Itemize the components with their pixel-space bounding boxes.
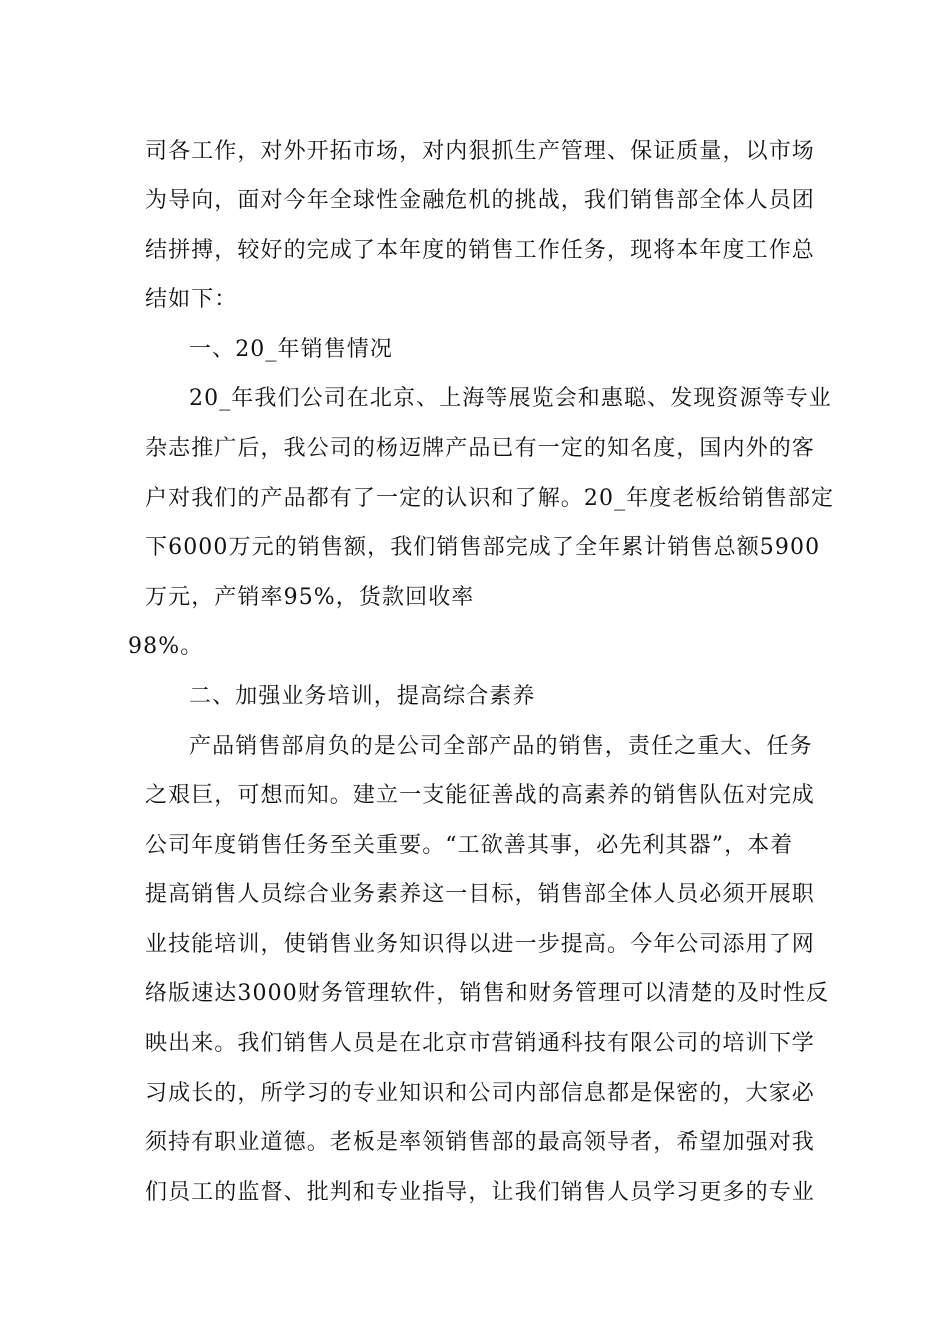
text-line: 习成长的，所学习的专业知识和公司内部信息都是保密的，大家必 <box>145 1081 815 1106</box>
text-line: 户对我们的产品都有了一定的认识和了解。20_年度老板给销售部定 <box>145 486 835 511</box>
text-line: 杂志推广后，我公司的杨迈牌产品已有一定的知名度，国内外的客 <box>145 436 815 461</box>
text-line: 映出来。我们销售人员是在北京市营销通科技有限公司的培训下学 <box>145 1031 815 1056</box>
text-line: 产品销售部肩负的是公司全部产品的销售，责任之重大、任务 <box>189 734 813 759</box>
text-line: 须持有职业道德。老板是率领销售部的最高领导者，希望加强对我 <box>145 1130 815 1155</box>
text-line: 20_年我们公司在北京、上海等展览会和惠聪、发现资源等专业 <box>189 386 832 411</box>
text-line: 们员工的监督、批判和专业指导，让我们销售人员学习更多的专业 <box>145 1180 815 1205</box>
text-line: 司各工作，对外开拓市场，对内狠抓生产管理、保证质量，以市场 <box>145 139 815 164</box>
text-line: 万元，产销率95%，货款回收率 <box>145 585 475 610</box>
text-line: 为导向，面对今年全球性金融危机的挑战，我们销售部全体人员团 <box>145 188 815 213</box>
text-line: 业技能培训，使销售业务知识得以进一步提高。今年公司添用了网 <box>145 932 815 957</box>
text-line: 结如下： <box>145 287 238 312</box>
text-line: 络版速达3000财务管理软件，销售和财务管理可以清楚的及时性反 <box>145 981 830 1006</box>
text-line: 之艰巨，可想而知。建立一支能征善战的高素养的销售队伍对完成 <box>145 783 815 808</box>
text-line: 98%。 <box>128 634 204 659</box>
text-line: 提高销售人员综合业务素养这一目标，销售部全体人员必须开展职 <box>145 882 815 907</box>
section-heading: 二、加强业务培训，提高综合素养 <box>189 684 536 709</box>
text-line: 结拼搏，较好的完成了本年度的销售工作任务，现将本年度工作总 <box>145 238 815 263</box>
text-line: 下6000万元的销售额，我们销售部完成了全年累计销售总额5900 <box>145 535 821 560</box>
text-line: 公司年度销售任务至关重要。“工欲善其事，必先利其器”，本着 <box>145 833 794 858</box>
section-heading: 一、20_年销售情况 <box>189 337 393 362</box>
